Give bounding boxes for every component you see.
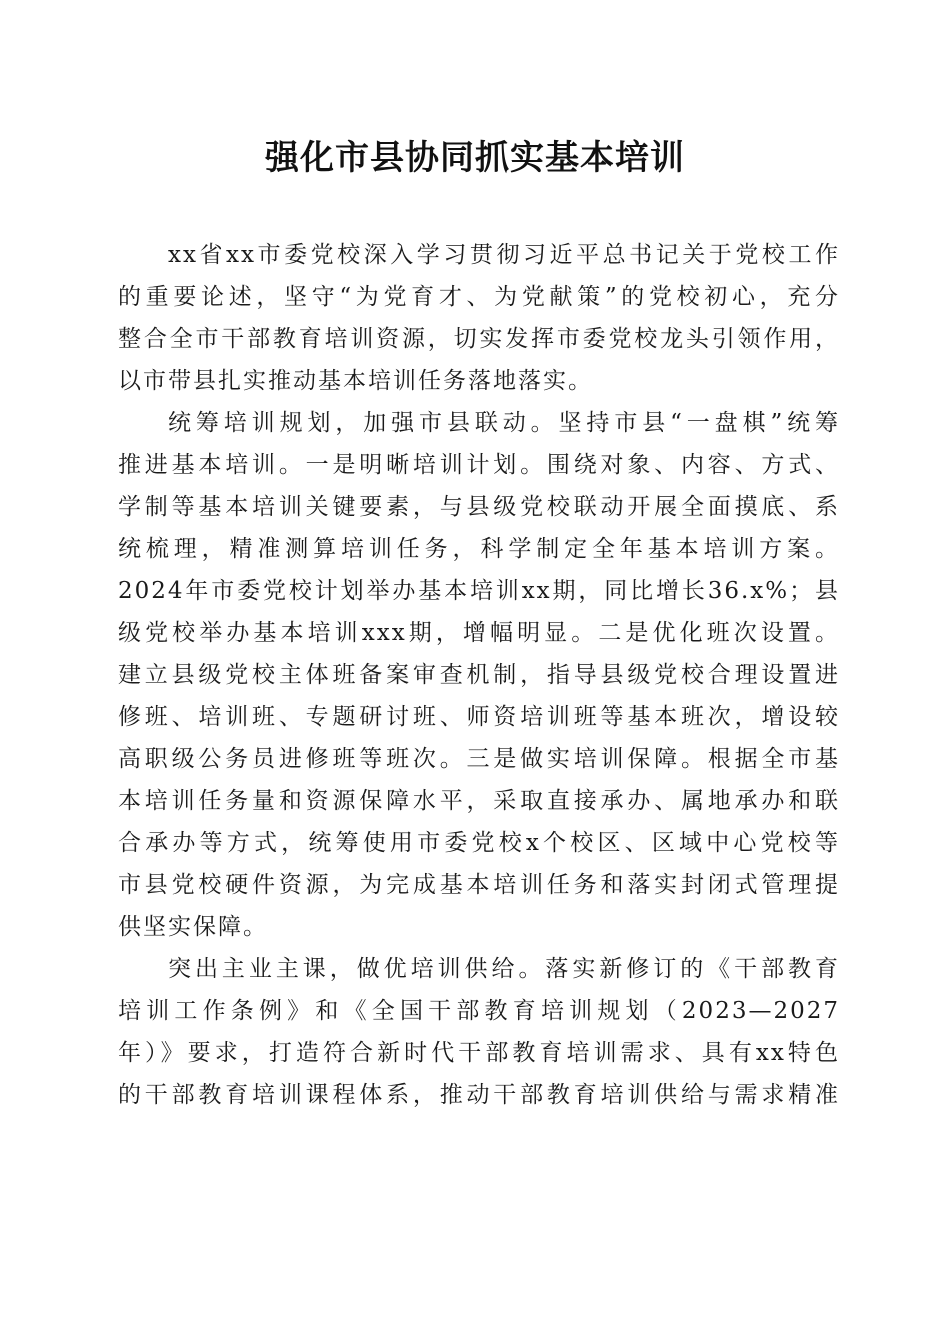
paragraph-line: 以市带县扎实推动基本培训任务落地落实。 [118,368,593,394]
paragraph-3 [118,948,840,1116]
paragraph-line: 高职级公务员进修班等班次。三是做实培训保障。根据全市基 [118,746,840,772]
paragraph-line: 的干部教育培训课程体系，推动干部教育培训供给与需求精准 [118,1082,840,1108]
paragraph-line: 推进基本培训。一是明晰培训计划。围绕对象、内容、方式、 [118,452,840,478]
paragraph-line: 统梳理，精准测算培训任务，科学制定全年基本培训方案。 [118,536,840,562]
paragraph-line: 2024年市委党校计划举办基本培训xx期，同比增长36.x%；县 [118,578,840,604]
paragraph-line: 突出主业主课，做优培训供给。落实新修订的《干部教育 [168,956,840,982]
paragraph-line: 合承办等方式，统筹使用市委党校x个校区、区域中心党校等 [118,830,840,856]
document-title: 强化市县协同抓实基本培训 [265,138,685,178]
paragraph-line: 建立县级党校主体班备案审查机制，指导县级党校合理设置进 [118,662,840,688]
paragraph-line: 市县党校硬件资源，为完成基本培训任务和落实封闭式管理提 [118,872,840,898]
paragraph-line: 修班、培训班、专题研讨班、师资培训班等基本班次，增设较 [118,704,840,730]
paragraph-line: 培训工作条例》和《全国干部教育培训规划（2023—2027 [118,998,840,1024]
document-body [118,234,840,1116]
paragraph-line: 学制等基本培训关键要素，与县级党校联动开展全面摸底、系 [118,494,840,520]
paragraph-2 [118,402,840,948]
paragraph-line: 本培训任务量和资源保障水平，采取直接承办、属地承办和联 [118,788,840,814]
paragraph-1 [118,234,840,402]
paragraph-line: 的重要论述，坚守“为党育才、为党献策”的党校初心，充分 [118,284,840,310]
paragraph-line: 级党校举办基本培训xxx期，增幅明显。二是优化班次设置。 [118,620,840,646]
paragraph-line: 统筹培训规划，加强市县联动。坚持市县“一盘棋”统筹 [168,410,840,436]
paragraph-line: 整合全市干部教育培训资源，切实发挥市委党校龙头引领作用， [118,326,840,352]
paragraph-line: 供坚实保障。 [118,914,268,940]
paragraph-line: xx省xx市委党校深入学习贯彻习近平总书记关于党校工作 [168,242,840,268]
paragraph-line: 年）》要求，打造符合新时代干部教育培训需求、具有xx特色 [118,1040,840,1066]
